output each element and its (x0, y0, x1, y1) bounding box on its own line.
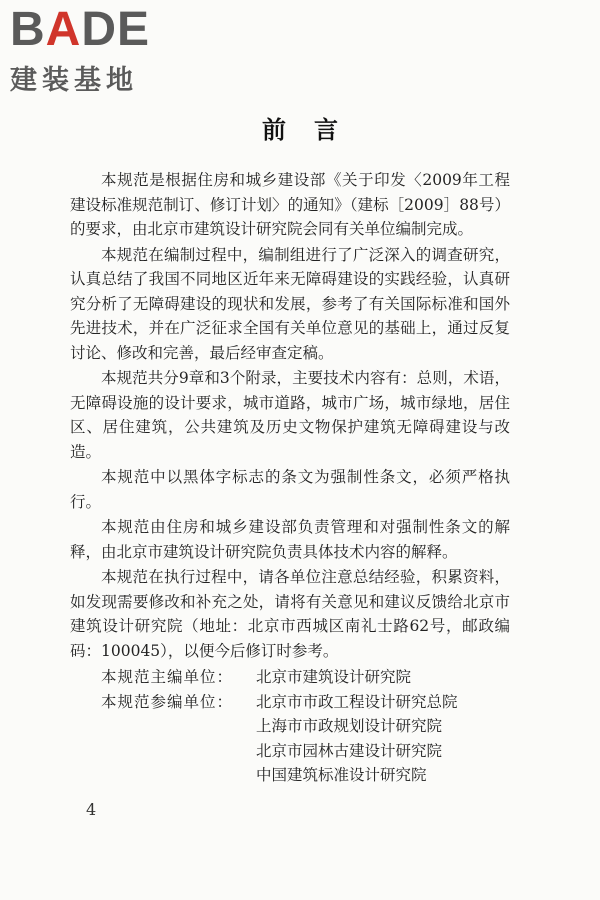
page-number: 4 (86, 800, 97, 819)
logo-chinese-text: 建装基地 (10, 65, 138, 96)
logo-word-prefix: B (10, 3, 46, 56)
editor-units (70, 665, 510, 788)
participating-editor-list (256, 690, 458, 788)
participating-editor-label: 本规范参编单位： (101, 692, 234, 711)
participating-editor-row (70, 690, 510, 788)
bade-logo (10, 3, 210, 97)
participating-unit: 北京市市政工程设计研究总院 (256, 692, 458, 711)
participating-unit: 上海市市政规划设计研究院 (256, 717, 443, 735)
chief-editor-label: 本规范主编单位： (101, 668, 234, 686)
paragraph-4: 本规范中以黑体字标志的条文为强制性条文，必须严格执行。 (70, 468, 510, 511)
chief-editor-unit: 北京市建筑设计研究院 (256, 668, 412, 686)
logo-wordmark (10, 3, 210, 56)
participating-unit: 北京市园林古建设计研究院 (256, 741, 443, 760)
paragraph-2: 本规范在编制过程中，编制组进行了广泛深入的调查研究，认真总结了我国不同地区近年来无障碍建设的实践经验，认真研究分析了无障碍建设的现状和发展，参考了有关国际标准和国外先进技术，并在广泛征求全国有关单位意见的基础上，通过反复讨论、修改和完善，最后经审查定稿。 (70, 245, 510, 362)
logo-word-accent: A (45, 3, 82, 56)
logo-word-suffix: DE (81, 3, 151, 56)
page-title: 前言 (262, 115, 366, 144)
document-body (70, 168, 510, 788)
chief-editor-list (256, 665, 411, 690)
paragraph-6: 本规范在执行过程中，请各单位注意总结经验，积累资料，如发现需要修改和补充之处，请将有关意见和建议反馈给北京市建筑设计研究院（地址：北京市西城区南礼士路62号，邮政编码：100045），以便今后修订时参考。 (70, 568, 510, 660)
chief-editor-row (70, 665, 510, 690)
participating-unit: 中国建筑标准设计研究院 (256, 766, 427, 784)
paragraph-3: 本规范共分9章和3个附录，主要技术内容有：总则，术语，无障碍设施的设计要求，城市道路，城市广场，城市绿地，居住区、居住建筑，公共建筑及历史文物保护建筑无障碍建设与改造。 (70, 369, 510, 461)
paragraph-5: 本规范由住房和城乡建设部负责管理和对强制性条文的解释，由北京市建筑设计研究院负责具体技术内容的解释。 (70, 518, 510, 561)
paragraph-1: 本规范是根据住房和城乡建设部《关于印发〈2009年工程建设标准规范制订、修订计划〉的通知》（建标［2009］88号）的要求，由北京市建筑设计研究院会同有关单位编制完成。 (70, 171, 510, 238)
